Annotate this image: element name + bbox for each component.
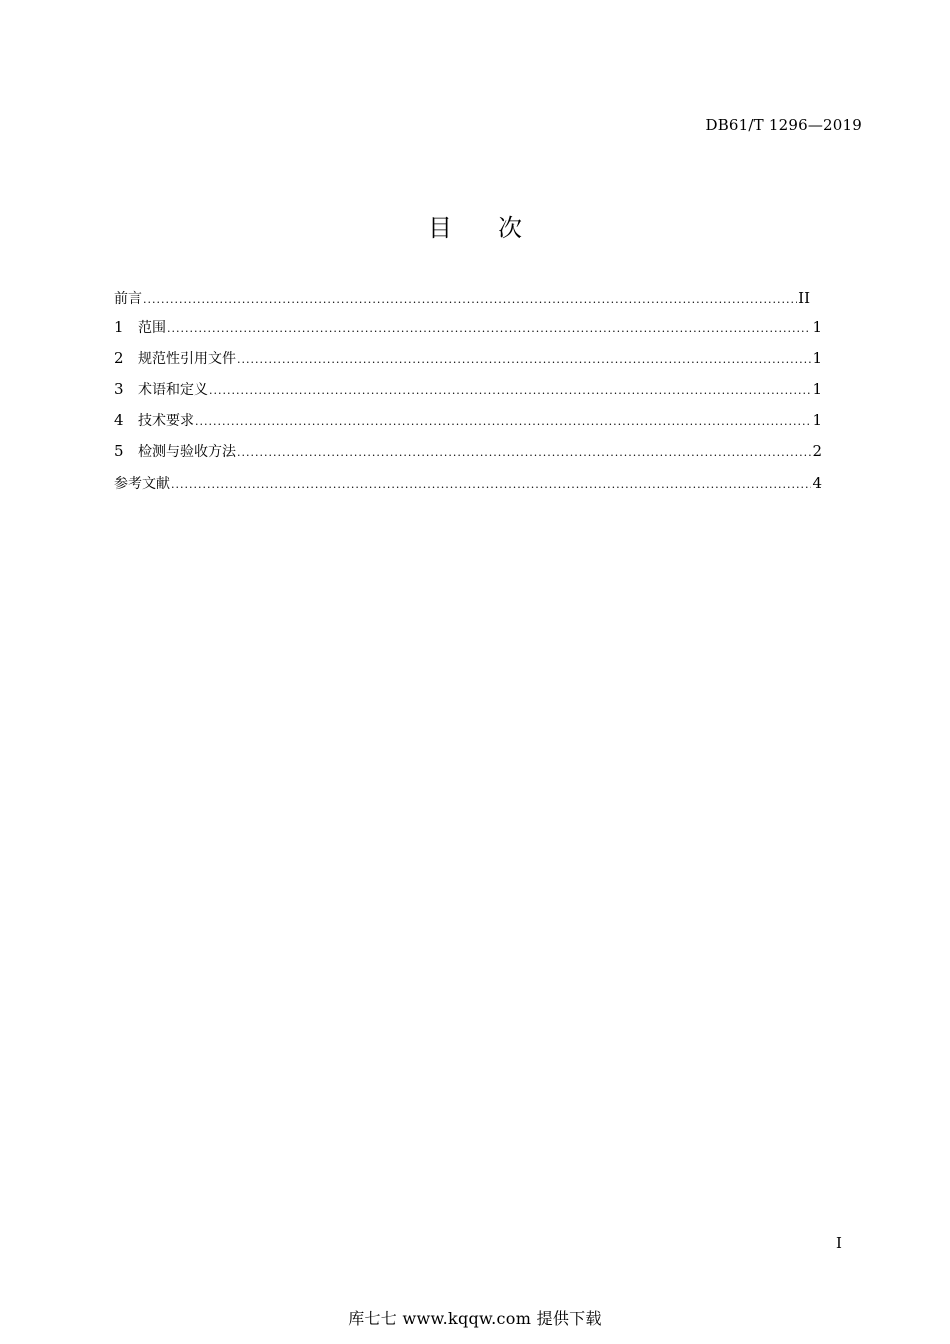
toc-entry-bibliography[interactable]: [114, 469, 822, 497]
toc-leader-dots: [237, 344, 811, 375]
toc-leader-dots: [171, 471, 811, 499]
toc-leader-dots: [209, 375, 811, 406]
toc-entry-page: 1: [812, 411, 822, 429]
toc-entry-page: 1: [812, 318, 822, 336]
toc-entry-label: 检测与验收方法: [138, 444, 236, 460]
toc-entry-number: 3: [114, 380, 124, 398]
toc-entry-technical-requirements[interactable]: [114, 405, 822, 436]
toc-title: 目次: [428, 214, 568, 242]
toc-entry-label: 范围: [138, 320, 166, 336]
toc-entry-number: 2: [114, 349, 124, 367]
toc-entry-page: II: [798, 289, 810, 307]
toc-leader-dots: [167, 313, 811, 344]
toc-entry-page: 4: [812, 474, 822, 492]
toc-leader-dots: [195, 406, 811, 437]
toc-leader-dots: [143, 286, 797, 314]
toc-entry-label: 前言: [114, 291, 142, 307]
toc-entry-number: 5: [114, 442, 124, 460]
page-number: I: [836, 1234, 842, 1252]
toc-entry-page: 2: [812, 442, 822, 460]
toc-entry-page: 1: [812, 380, 822, 398]
toc-entry-label: 规范性引用文件: [138, 351, 236, 367]
toc-entry-label: 参考文献: [114, 476, 170, 492]
toc-entry-number: 1: [114, 318, 124, 336]
toc-entry-normative-references[interactable]: [114, 343, 822, 374]
toc-entry-scope[interactable]: [114, 312, 822, 343]
document-code: DB61/T 1296—2019: [705, 116, 862, 134]
download-watermark: 库七七 www.kqqw.com 提供下载: [348, 1309, 602, 1328]
toc-entry-label: 术语和定义: [138, 382, 208, 398]
toc-entry-page: 1: [812, 349, 822, 367]
toc-entry-label: 技术要求: [138, 413, 194, 429]
toc-entry-test-acceptance-methods[interactable]: [114, 436, 822, 467]
toc-entry-terms-definitions[interactable]: [114, 374, 822, 405]
toc-entry-foreword[interactable]: [114, 284, 822, 312]
toc-leader-dots: [237, 437, 811, 468]
toc-list: [114, 284, 822, 497]
toc-entry-number: 4: [114, 411, 124, 429]
